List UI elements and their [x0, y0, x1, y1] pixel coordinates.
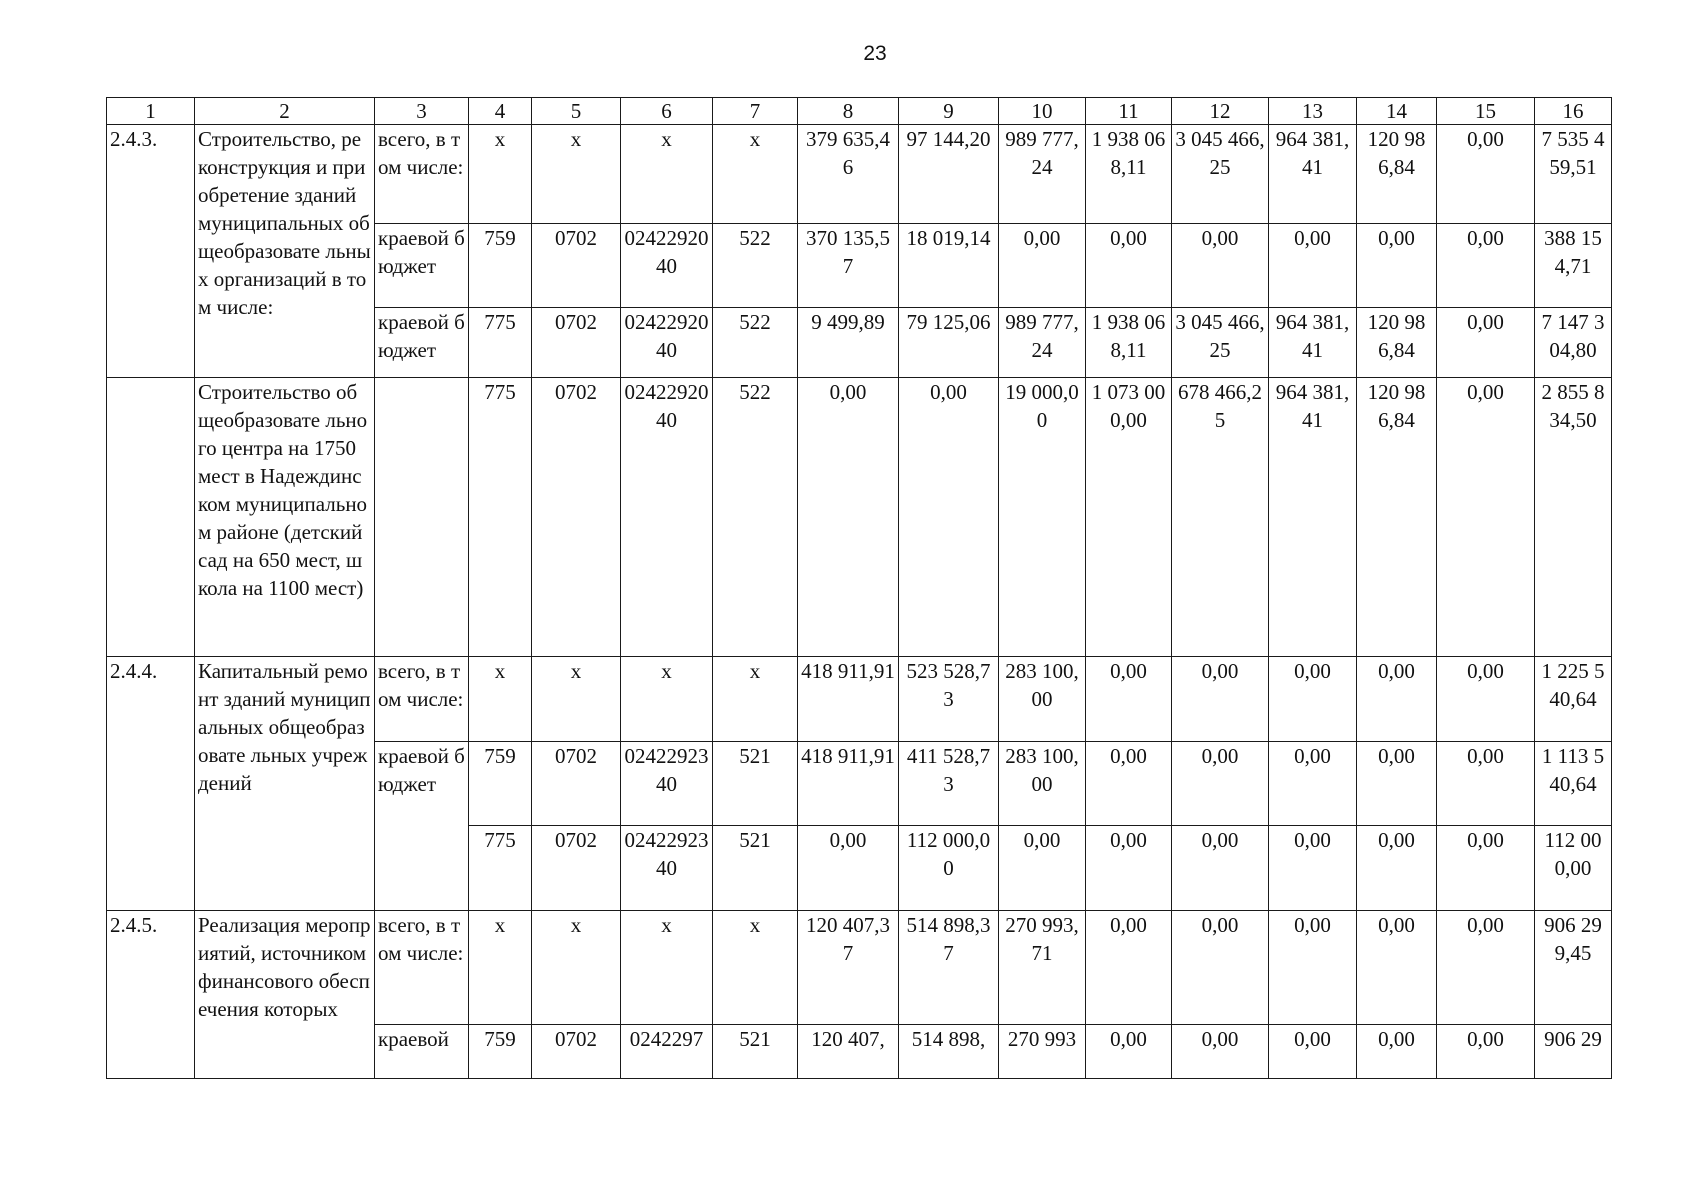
cell-target: х: [621, 657, 713, 742]
row-code: [107, 378, 195, 657]
col-header: 16: [1535, 98, 1612, 125]
col-header: 15: [1437, 98, 1535, 125]
funding-source: всего, в том числе:: [375, 911, 469, 1025]
cell-value: 0,00: [1172, 657, 1269, 742]
cell-expense-type: 522: [713, 224, 798, 308]
cell-value: 1 938 068,11: [1086, 308, 1172, 378]
col-header: 10: [999, 98, 1086, 125]
cell-value: 523 528,73: [899, 657, 999, 742]
cell-value: 514 898,37: [899, 911, 999, 1025]
cell-value: 120 407,37: [798, 911, 899, 1025]
cell-total: 1 225 540,64: [1535, 657, 1612, 742]
cell-target: 0242292040: [621, 224, 713, 308]
cell-value: 0,00: [899, 378, 999, 657]
col-header: 2: [195, 98, 375, 125]
cell-expense-type: 522: [713, 308, 798, 378]
row-name: Реализация мероприятий, источником финансового обеспечения которых: [195, 911, 375, 1079]
cell-value: 0,00: [1437, 378, 1535, 657]
cell-section: х: [532, 125, 621, 224]
cell-value: 0,00: [1086, 742, 1172, 826]
cell-value: 411 528,73: [899, 742, 999, 826]
cell-target: 0242292340: [621, 826, 713, 911]
cell-value: 97 144,20: [899, 125, 999, 224]
col-header: 3: [375, 98, 469, 125]
cell-value: 379 635,46: [798, 125, 899, 224]
funding-source: краевой бюджет: [375, 308, 469, 378]
cell-value: 0,00: [1086, 657, 1172, 742]
cell-value: 0,00: [1357, 826, 1437, 911]
cell-section: х: [532, 657, 621, 742]
cell-value: 0,00: [798, 378, 899, 657]
cell-value: 0,00: [1357, 224, 1437, 308]
cell-value: 0,00: [1086, 911, 1172, 1025]
cell-value: 18 019,14: [899, 224, 999, 308]
cell-expense-type: х: [713, 125, 798, 224]
cell-grbs: х: [469, 911, 532, 1025]
funding-source: краевой бюджет: [375, 742, 469, 911]
cell-section: х: [532, 911, 621, 1025]
cell-total: 1 113 540,64: [1535, 742, 1612, 826]
cell-target: 0242297: [621, 1025, 713, 1079]
cell-section: 0702: [532, 224, 621, 308]
row-name: Строительство, реконструкция и приобретение зданий муниципальных общеобразовате льных организаций в том числе:: [195, 125, 375, 378]
table-row: [107, 911, 1612, 1025]
cell-value: 0,00: [798, 826, 899, 911]
table-row: [107, 378, 1612, 657]
row-name: Капитальный ремонт зданий муниципальных общеобразовате льных учреждений: [195, 657, 375, 911]
funding-source: всего, в том числе:: [375, 125, 469, 224]
cell-value: 0,00: [1086, 224, 1172, 308]
col-header: 7: [713, 98, 798, 125]
cell-section: 0702: [532, 1025, 621, 1079]
col-header: 11: [1086, 98, 1172, 125]
cell-value: 0,00: [1437, 224, 1535, 308]
cell-value: 0,00: [1172, 224, 1269, 308]
cell-value: 0,00: [1437, 911, 1535, 1025]
cell-total: 7 147 304,80: [1535, 308, 1612, 378]
cell-target: 0242292040: [621, 378, 713, 657]
cell-expense-type: 521: [713, 826, 798, 911]
cell-value: 0,00: [1437, 1025, 1535, 1079]
cell-value: 270 993: [999, 1025, 1086, 1079]
cell-value: 0,00: [1269, 742, 1357, 826]
cell-grbs: 775: [469, 826, 532, 911]
cell-value: 0,00: [1357, 657, 1437, 742]
cell-value: 989 777,24: [999, 308, 1086, 378]
cell-value: 678 466,25: [1172, 378, 1269, 657]
cell-target: х: [621, 125, 713, 224]
cell-value: 0,00: [1357, 742, 1437, 826]
col-header: 9: [899, 98, 999, 125]
cell-target: 0242292040: [621, 308, 713, 378]
funding-source: [375, 378, 469, 657]
cell-value: 9 499,89: [798, 308, 899, 378]
col-header: 6: [621, 98, 713, 125]
cell-value: 0,00: [1269, 1025, 1357, 1079]
cell-expense-type: х: [713, 657, 798, 742]
col-header: 12: [1172, 98, 1269, 125]
cell-value: 79 125,06: [899, 308, 999, 378]
cell-value: 0,00: [1357, 1025, 1437, 1079]
cell-value: 964 381,41: [1269, 308, 1357, 378]
cell-total: 906 29: [1535, 1025, 1612, 1079]
cell-value: 1 073 000,00: [1086, 378, 1172, 657]
row-code: 2.4.5.: [107, 911, 195, 1079]
cell-value: 964 381,41: [1269, 125, 1357, 224]
cell-value: 0,00: [999, 224, 1086, 308]
cell-grbs: 759: [469, 1025, 532, 1079]
cell-value: 514 898,: [899, 1025, 999, 1079]
funding-source: краевой бюджет: [375, 224, 469, 308]
col-header: 5: [532, 98, 621, 125]
cell-total: 112 000,00: [1535, 826, 1612, 911]
cell-grbs: 759: [469, 742, 532, 826]
table-row: [107, 657, 1612, 742]
cell-value: 19 000,00: [999, 378, 1086, 657]
cell-value: 0,00: [1172, 911, 1269, 1025]
cell-value: 989 777,24: [999, 125, 1086, 224]
cell-value: 0,00: [999, 826, 1086, 911]
header-row: [107, 98, 1612, 125]
table-row: [107, 125, 1612, 224]
col-header: 8: [798, 98, 899, 125]
cell-total: 906 299,45: [1535, 911, 1612, 1025]
cell-value: 0,00: [1086, 826, 1172, 911]
cell-value: 0,00: [1269, 826, 1357, 911]
row-code: 2.4.4.: [107, 657, 195, 911]
col-header: 14: [1357, 98, 1437, 125]
cell-value: 120 986,84: [1357, 378, 1437, 657]
cell-grbs: 775: [469, 378, 532, 657]
cell-value: 0,00: [1269, 657, 1357, 742]
cell-value: 0,00: [1357, 911, 1437, 1025]
cell-total: 7 535 459,51: [1535, 125, 1612, 224]
cell-value: 0,00: [1437, 308, 1535, 378]
cell-target: 0242292340: [621, 742, 713, 826]
cell-expense-type: х: [713, 911, 798, 1025]
cell-grbs: х: [469, 657, 532, 742]
cell-value: 418 911,91: [798, 742, 899, 826]
budget-table: [106, 97, 1612, 1079]
cell-value: 3 045 466,25: [1172, 308, 1269, 378]
cell-section: 0702: [532, 378, 621, 657]
row-code: 2.4.3.: [107, 125, 195, 378]
cell-value: 120 407,: [798, 1025, 899, 1079]
cell-section: 0702: [532, 308, 621, 378]
cell-section: 0702: [532, 826, 621, 911]
cell-grbs: 775: [469, 308, 532, 378]
cell-value: 1 938 068,11: [1086, 125, 1172, 224]
cell-value: 283 100,00: [999, 657, 1086, 742]
funding-source: всего, в том числе:: [375, 657, 469, 742]
cell-target: х: [621, 911, 713, 1025]
cell-grbs: 759: [469, 224, 532, 308]
cell-value: 0,00: [1172, 1025, 1269, 1079]
cell-value: 0,00: [1437, 657, 1535, 742]
cell-total: 2 855 834,50: [1535, 378, 1612, 657]
cell-value: 120 986,84: [1357, 308, 1437, 378]
cell-section: 0702: [532, 742, 621, 826]
cell-value: 112 000,00: [899, 826, 999, 911]
cell-value: 0,00: [1269, 911, 1357, 1025]
col-header: 1: [107, 98, 195, 125]
cell-value: 270 993,71: [999, 911, 1086, 1025]
cell-value: 120 986,84: [1357, 125, 1437, 224]
cell-expense-type: 522: [713, 378, 798, 657]
cell-value: 3 045 466,25: [1172, 125, 1269, 224]
cell-value: 964 381,41: [1269, 378, 1357, 657]
cell-value: 283 100,00: [999, 742, 1086, 826]
row-name: Строительство общеобразовате льного центра на 1750 мест в Надеждинском муниципальном районе (детский сад на 650 мест, школа на 1100 мест): [195, 378, 375, 657]
funding-source: краевой: [375, 1025, 469, 1079]
cell-value: 370 135,57: [798, 224, 899, 308]
cell-value: 0,00: [1269, 224, 1357, 308]
col-header: 4: [469, 98, 532, 125]
cell-value: 0,00: [1086, 1025, 1172, 1079]
cell-value: 418 911,91: [798, 657, 899, 742]
cell-grbs: х: [469, 125, 532, 224]
cell-expense-type: 521: [713, 742, 798, 826]
cell-value: 0,00: [1437, 125, 1535, 224]
cell-value: 0,00: [1172, 826, 1269, 911]
cell-value: 0,00: [1437, 742, 1535, 826]
cell-total: 388 154,71: [1535, 224, 1612, 308]
page-number: 23: [863, 42, 887, 65]
cell-value: 0,00: [1437, 826, 1535, 911]
cell-value: 0,00: [1172, 742, 1269, 826]
cell-expense-type: 521: [713, 1025, 798, 1079]
col-header: 13: [1269, 98, 1357, 125]
